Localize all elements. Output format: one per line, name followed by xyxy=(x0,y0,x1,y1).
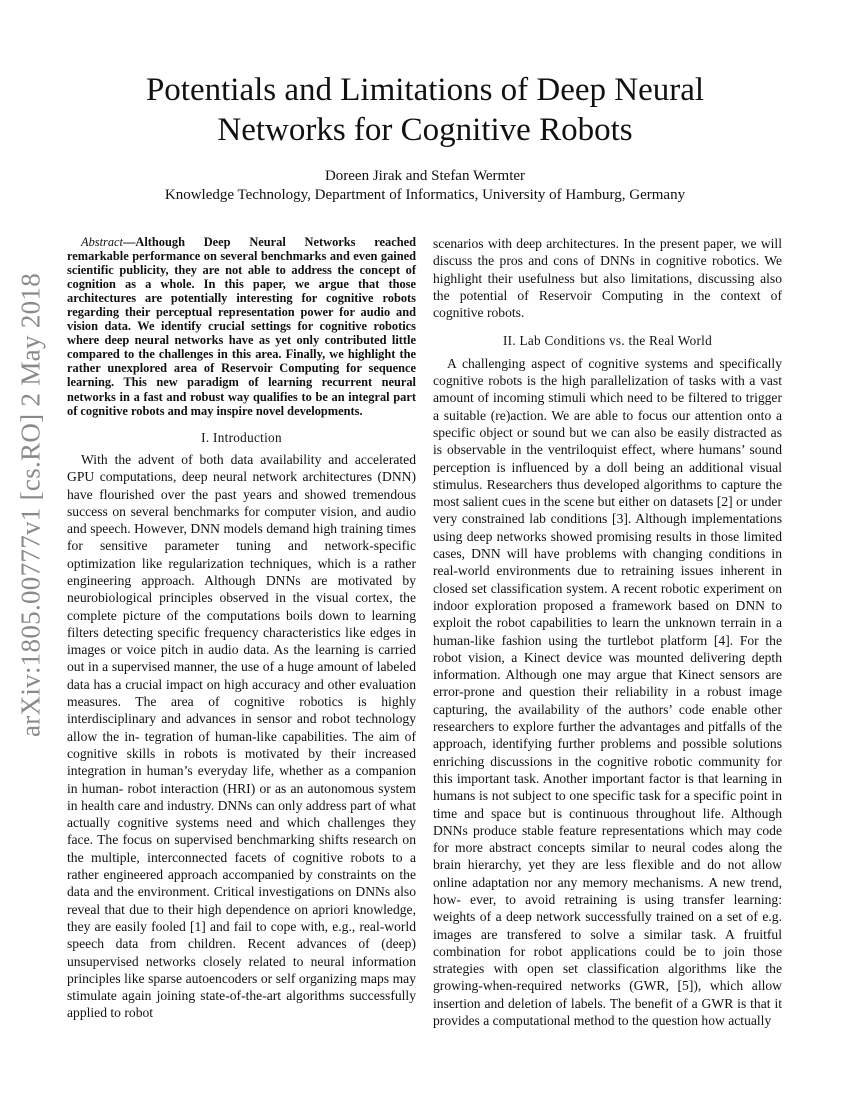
abstract xyxy=(67,235,416,418)
right-column xyxy=(433,235,782,1029)
section-heading-lab-conditions: II. Lab Conditions vs. the Real World xyxy=(502,333,713,349)
affiliation: Knowledge Technology, Department of Informatics, University of Hamburg, Germany xyxy=(164,187,686,203)
title-line-1: Potentials and Limitations of Deep Neural xyxy=(145,72,705,108)
lab-conditions-paragraph: A challenging aspect of cognitive systems and specifically cognitive robots is the high parallelization of tasks with a vast amount of incoming stimuli which need to be filtered to trigger a suitable (re)action. We are able to focus our attention onto a specific object or sound but we can also be easily distracted as is observable in the ventriloquist effect, where humans’ sound perception is influenced by a doll being an additional visual stimulus. Researchers thus developed algorithms to capture the most salient cues in the scene but either on datasets [2] or under very constrained lab conditions [3]. Although implementations using deep networks showed promising results in those limited cases, DNN will have problems with changing conditions in real-world environments due to retraining issues inherent in closed set classification system. A recent robotic experiment on indoor exploration proposed a framework based on DNN to exploit the robot capabilities to learn the unknown terrain in a human-like fashion using the turtlebot platform [4]. For the robot vision, a Kinect device was mounted delivering depth information. Although one may argue that Kinect sensors are error-prone and question their reliability in a robust image capturing, the availability of the authors’ code enable other researchers to explore further the advantages and pitfalls of the approach, identifying further problems and possible solutions enriching discussions in the cognitive robotic community for this important task. Another important factor is that learning in humans is not subject to one specific task for a specific point in time and space but is continuous throughout life. Although DNNs produce stable feature representations which may code for more abstract concepts similar to neural codes along the brain hierarchy, yet they are less flexible and do not allow online adaptation nor any memory mechanisms. A new trend, how- ever, to avoid retraining is using transfer learning: weights of a deep network successfully trained on a set of e.g. images are transfered to solve a similar task. A fruitful combination for robot applications could be to join those strategies with open set classification algorithms like the growing-when-required networks (GWR, [5]), which allow insertion and deletion of labels. The benefit of a GWR is that it provides a computational method to the question how actually xyxy=(433,355,782,1029)
title-line-2: Networks for Cognitive Robots xyxy=(217,112,633,148)
abstract-lead: Abstract xyxy=(81,235,123,249)
abstract-text: —Although Deep Neural Networks reached remarkable performance on several benchmarks and even gained scientific publicity, they are not able to address the concept of cognition as a whole. In this paper, we argue that those architectures are potentially interesting for cognitive robots regarding their perceptual representation power for audio and vision data. We identify crucial settings for cognitive robotics where deep neural networks have as yet only contributed little compared to the challenges in this area. Finally, we highlight the rather unexplored area of Reservoir Computing for sequence learning. This new paradigm of learning recurrent neural networks in a fast and robust way qualifies to be an integral part of cognitive robots and may inspire novel developments. xyxy=(67,235,416,418)
section-heading-introduction: I. Introduction xyxy=(201,429,282,445)
arxiv-identifier-sidebar xyxy=(14,270,48,740)
introduction-paragraph: With the advent of both data availability and accelerated GPU computations, deep neural network architectures (DNN) have flourished over the past years and showed tremendous success on several benchmarks for computer vision, and audio and speech. However, DNN models demand high training times for sensitive parameter tuning and network-specific optimization like regularization techniques, which is a rather engineering approach. Although DNNs are motivated by neurobiological principles observed in the visual cortex, the complete picture of the computations boils down to learning filters detecting specific frequency characteristics like edges in images or voice pitch in audio data. As the learning is carried out in a supervised manner, the use of a huge amount of labeled data has a crucial impact on high accuracy and other evaluation measures. The area of cognitive robotics is highly interdisciplinary and advances in sensor and robot technology allow the in- tegration of human-like capabilities. The aim of cognitive skills in robots is motivated by their increased integration in human’s everyday life, whether as a companion in human- robot interaction (HRI) or as an autonomous system in health care and industry. DNNs can only address part of what actually cognitive systems need and which challenges they face. The focus on supervised benchmarking shifts research on the multiple, interconnected facets of cognitive robots to a rather engineered approach accompanied by constraints on the data and the environment. Critical investigations on DNNs also reveal that due to their high dependence on apriori knowledge, they are easily fooled [1] and fail to cope with, e.g., real-world speech data from children. Recent advances of (deep) unsupervised networks closely related to neural information principles like sparse autoencoders or self organizing maps may stimulate again joining state-of-the-art algorithms successfully applied to robot xyxy=(67,451,416,1021)
introduction-continuation: scenarios with deep architectures. In the present paper, we will discuss the pros and cons of DNNs in cognitive robotics. We highlight their usefulness but also limitations, discussing also the potential of Reservoir Computing in the context of cognitive robots. xyxy=(433,236,782,321)
paper-title xyxy=(100,70,750,150)
left-column xyxy=(67,235,416,1022)
authors: Doreen Jirak and Stefan Wermter xyxy=(324,168,526,184)
arxiv-identifier: arXiv:1805.00777v1 [cs.RO] 2 May 2018 xyxy=(15,272,46,738)
